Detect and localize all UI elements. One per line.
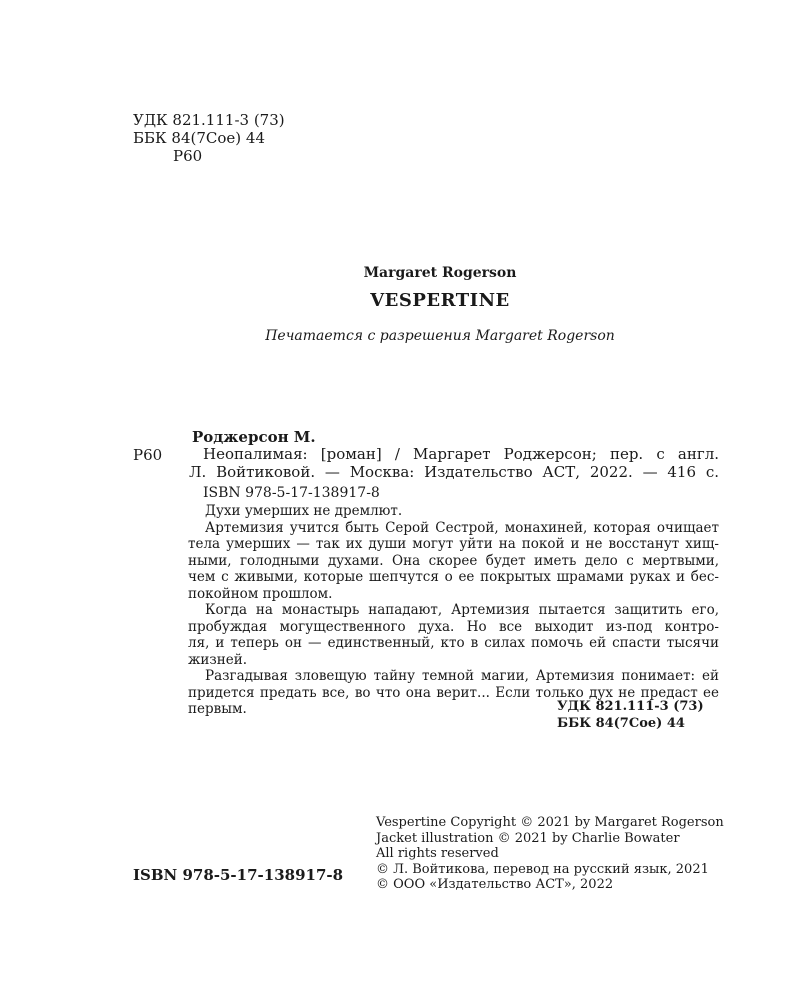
annotation-line: ля, и теперь он — единственный, кто в силах помочь ей спасти тысячи bbox=[188, 635, 719, 651]
annotation-line: ными, голодными духами. Она скорее будет иметь дело с мертвыми, bbox=[188, 552, 719, 569]
annotation-line: Когда на монастырь нападают, Артемизия пытается защитить его, bbox=[205, 602, 719, 618]
annotation-line: Духи умерших не дремлют. bbox=[205, 503, 403, 519]
annotation-paragraph bbox=[188, 503, 719, 520]
original-title: VESPERTINE bbox=[370, 290, 510, 311]
annotation-paragraph bbox=[188, 602, 719, 668]
annotation-line: жизней. bbox=[188, 651, 248, 668]
annotation-line: первым. bbox=[188, 701, 247, 717]
copyright-block bbox=[376, 815, 724, 893]
copyright-line: © Л. Войтикова, перевод на русский язык, 2021 bbox=[376, 861, 709, 877]
bbk-code: ББК 84(7Сое) 44 bbox=[133, 129, 265, 147]
annotation-line: покойном прошлом. bbox=[188, 585, 333, 602]
author-mark: Р60 bbox=[173, 147, 203, 165]
catalog-code: Р60 bbox=[133, 446, 163, 464]
annotation-line: Разгадывая зловещую тайну темной магии, Артемизия понимает: ей bbox=[205, 668, 719, 684]
bibliographic-description bbox=[189, 445, 719, 481]
annotation-line: пробуждая могущественного духа. Но все выходит из-под контро- bbox=[188, 618, 719, 635]
catalog-author: Роджерсон М. bbox=[192, 428, 316, 446]
classification-block bbox=[133, 111, 285, 165]
annotation-paragraph bbox=[188, 520, 719, 603]
copyright-line: © ООО «Издательство АСТ», 2022 bbox=[376, 877, 614, 892]
copyright-line: Vespertine Copyright © 2021 by Margaret Rogerson bbox=[376, 815, 724, 830]
copyright-line: All rights reserved bbox=[376, 846, 499, 861]
original-author: Margaret Rogerson bbox=[363, 265, 517, 281]
bbk-code-footer: ББК 84(7Сое) 44 bbox=[557, 716, 685, 731]
biblio-line-1: Неопалимая: [роман] / Маргарет Роджерсон; пер. с англ. bbox=[203, 445, 719, 463]
udk-code-footer: УДК 821.111-3 (73) bbox=[557, 699, 704, 714]
isbn-footer: ISBN 978-5-17-138917-8 bbox=[133, 866, 344, 884]
classification-footer bbox=[557, 698, 704, 732]
annotation-line: Артемизия учится быть Серой Сестрой, монахиней, которая очищает bbox=[205, 519, 719, 536]
annotation-line: тела умерших — так их души могут уйти на покой и не восстанут хищ- bbox=[188, 536, 719, 552]
annotation-line: чем с живыми, которые шепчутся о ее покрытых шрамами руках и бес- bbox=[188, 569, 719, 585]
udk-code: УДК 821.111-3 (73) bbox=[133, 111, 285, 129]
permission-note: Печатается с разрешения Margaret Rogerson bbox=[265, 328, 615, 344]
catalog-isbn: ISBN 978-5-17-138917-8 bbox=[203, 485, 380, 501]
annotation bbox=[188, 503, 719, 718]
copyright-line: Jacket illustration © 2021 by Charlie Bowater bbox=[376, 830, 680, 846]
annotation-line: придется предать все, во что она верит... Если только дух не предаст ее bbox=[188, 684, 719, 701]
biblio-line-2: Л. Войтиковой. — Москва: Издательство АСТ, 2022. — 416 с. bbox=[189, 463, 719, 481]
